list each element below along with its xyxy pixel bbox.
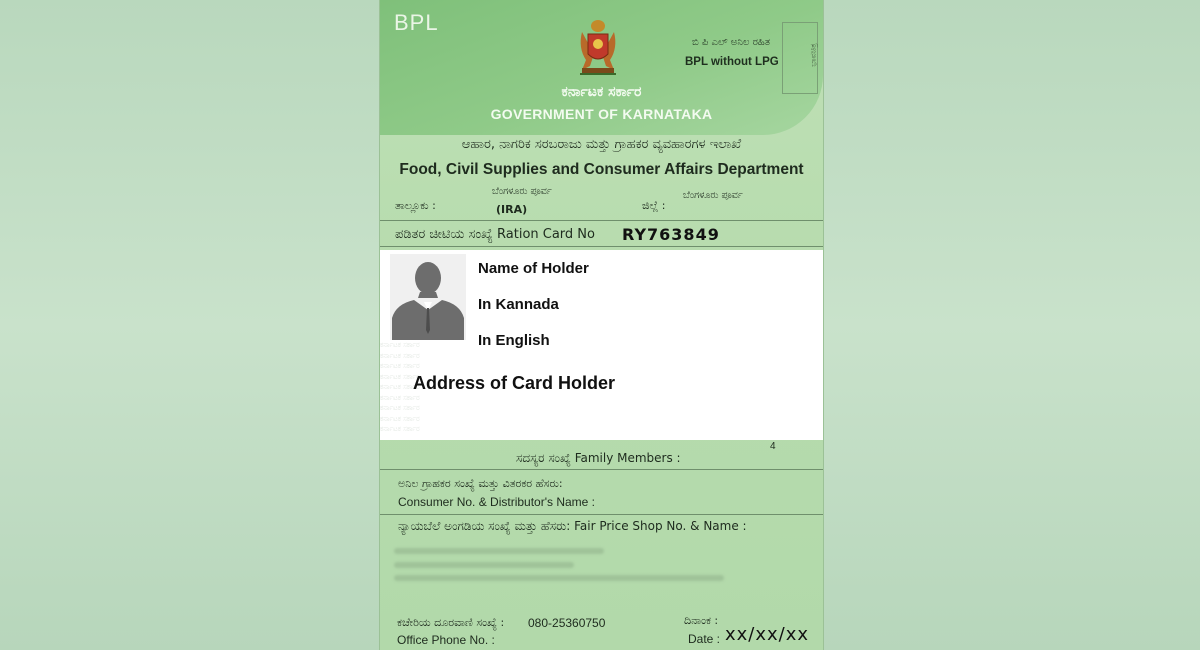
address-label: Address of Card Holder bbox=[413, 373, 616, 393]
consumer-label-english: Consumer No. & Distributor's Name : bbox=[398, 495, 596, 509]
divider bbox=[380, 246, 823, 247]
holder-name-label: Name of Holder bbox=[478, 260, 589, 277]
department-title-kannada: ಆಹಾರ, ನಾಗರಿಕ ಸರಬರಾಜು ಮತ್ತು ಗ್ರಾಹಕರ ವ್ಯವಹಾರಗಳ ಇಲಾಖೆ bbox=[461, 137, 742, 152]
taluk-code: (IRA) bbox=[496, 203, 528, 216]
date-label-english: Date : bbox=[688, 632, 721, 646]
ration-card-number: RY763849 bbox=[622, 225, 720, 244]
divider bbox=[380, 220, 823, 221]
family-members-label: ಸದಸ್ಯರ ಸಂಖ್ಯೆ Family Members : bbox=[516, 451, 681, 465]
holder-photo-placeholder-icon bbox=[390, 254, 466, 340]
ration-card-label: ಪಡಿತರ ಚೀಟಿಯ ಸಂಖ್ಯೆ Ration Card No bbox=[395, 227, 595, 242]
blurred-shop-detail bbox=[394, 575, 724, 581]
karnataka-emblem-icon bbox=[568, 14, 628, 78]
department-title-english: Food, Civil Supplies and Consumer Affairs Department bbox=[399, 161, 804, 178]
lpg-status-english: BPL without LPG bbox=[685, 56, 779, 68]
office-phone-label-kannada: ಕಚೇರಿಯ ದೂರವಾಣಿ ಸಂಖ್ಯೆ : bbox=[397, 616, 505, 629]
consumer-label-kannada: ಅನಿಲ ಗ್ರಾಹಕರ ಸಂಖ್ಯೆ ಮತ್ತು ವಿತರಕರ ಹೆಸರು: bbox=[398, 477, 563, 490]
date-label-kannada: ದಿನಾಂಕ : bbox=[684, 614, 719, 627]
watermark-pattern: ಕರ್ನಾಟಕ ಸರ್ಕಾರ ಕರ್ನಾಟಕ ಸರ್ಕಾರ ಕರ್ನಾಟಕ ಸರ್ಕಾರ ಕರ್ನಾಟಕ ಸರ್ಕಾರ ಕರ್ನಾಟಕ ಸರ್ಕಾರ ಕರ್ನಾಟಕ ಸರ್ಕಾರ ಕರ್ನಾಟಕ ಸರ್ಕಾರ ಕರ್ನಾಟಕ ಸರ್ಕಾರ ಕರ್ನಾಟಕ ಸರ್ಕಾರ bbox=[380, 341, 420, 433]
fair-price-shop-label: ನ್ಯಾಯಬೆಲೆ ಅಂಗಡಿಯ ಸಂಖ್ಯೆ ಮತ್ತು ಹೆಸರು: Fair Price Shop No. & Name : bbox=[398, 519, 747, 533]
government-title-english: GOVERNMENT OF KARNATAKA bbox=[490, 106, 713, 122]
blurred-shop-detail bbox=[394, 548, 604, 554]
district-label: ಜಿಲ್ಲೆ : bbox=[642, 199, 666, 212]
taluk-label: ತಾಲ್ಲೂಕು : bbox=[395, 199, 436, 212]
holder-panel bbox=[380, 250, 823, 440]
date-value: xx/xx/xx bbox=[725, 624, 810, 645]
category-label: BPL bbox=[394, 10, 439, 35]
blurred-shop-detail bbox=[394, 562, 574, 568]
holder-name-kannada-label: In Kannada bbox=[478, 296, 559, 313]
district-value: ಬೆಂಗಳೂರು ಪೂರ್ವ bbox=[683, 190, 743, 201]
taluk-value: ಬೆಂಗಳೂರು ಪೂರ್ವ bbox=[492, 186, 552, 197]
divider bbox=[380, 469, 823, 470]
government-title-kannada: ಕರ್ನಾಟಕ ಸರ್ಕಾರ bbox=[561, 84, 642, 100]
thumb-impression-label: ಭಾವಚಿತ್ರ bbox=[808, 43, 818, 67]
family-members-count: 4 bbox=[770, 441, 776, 452]
holder-name-english-label: In English bbox=[478, 332, 550, 349]
card-header bbox=[380, 0, 823, 135]
office-phone-label-english: Office Phone No. : bbox=[397, 633, 495, 647]
ration-card bbox=[379, 0, 824, 650]
divider bbox=[380, 514, 823, 515]
office-phone-value: 080-25360750 bbox=[528, 616, 606, 630]
lpg-status-kannada: ಬಿ ಪಿ ಎಲ್ ಅನಿಲ ರಹಿತ bbox=[692, 37, 771, 48]
